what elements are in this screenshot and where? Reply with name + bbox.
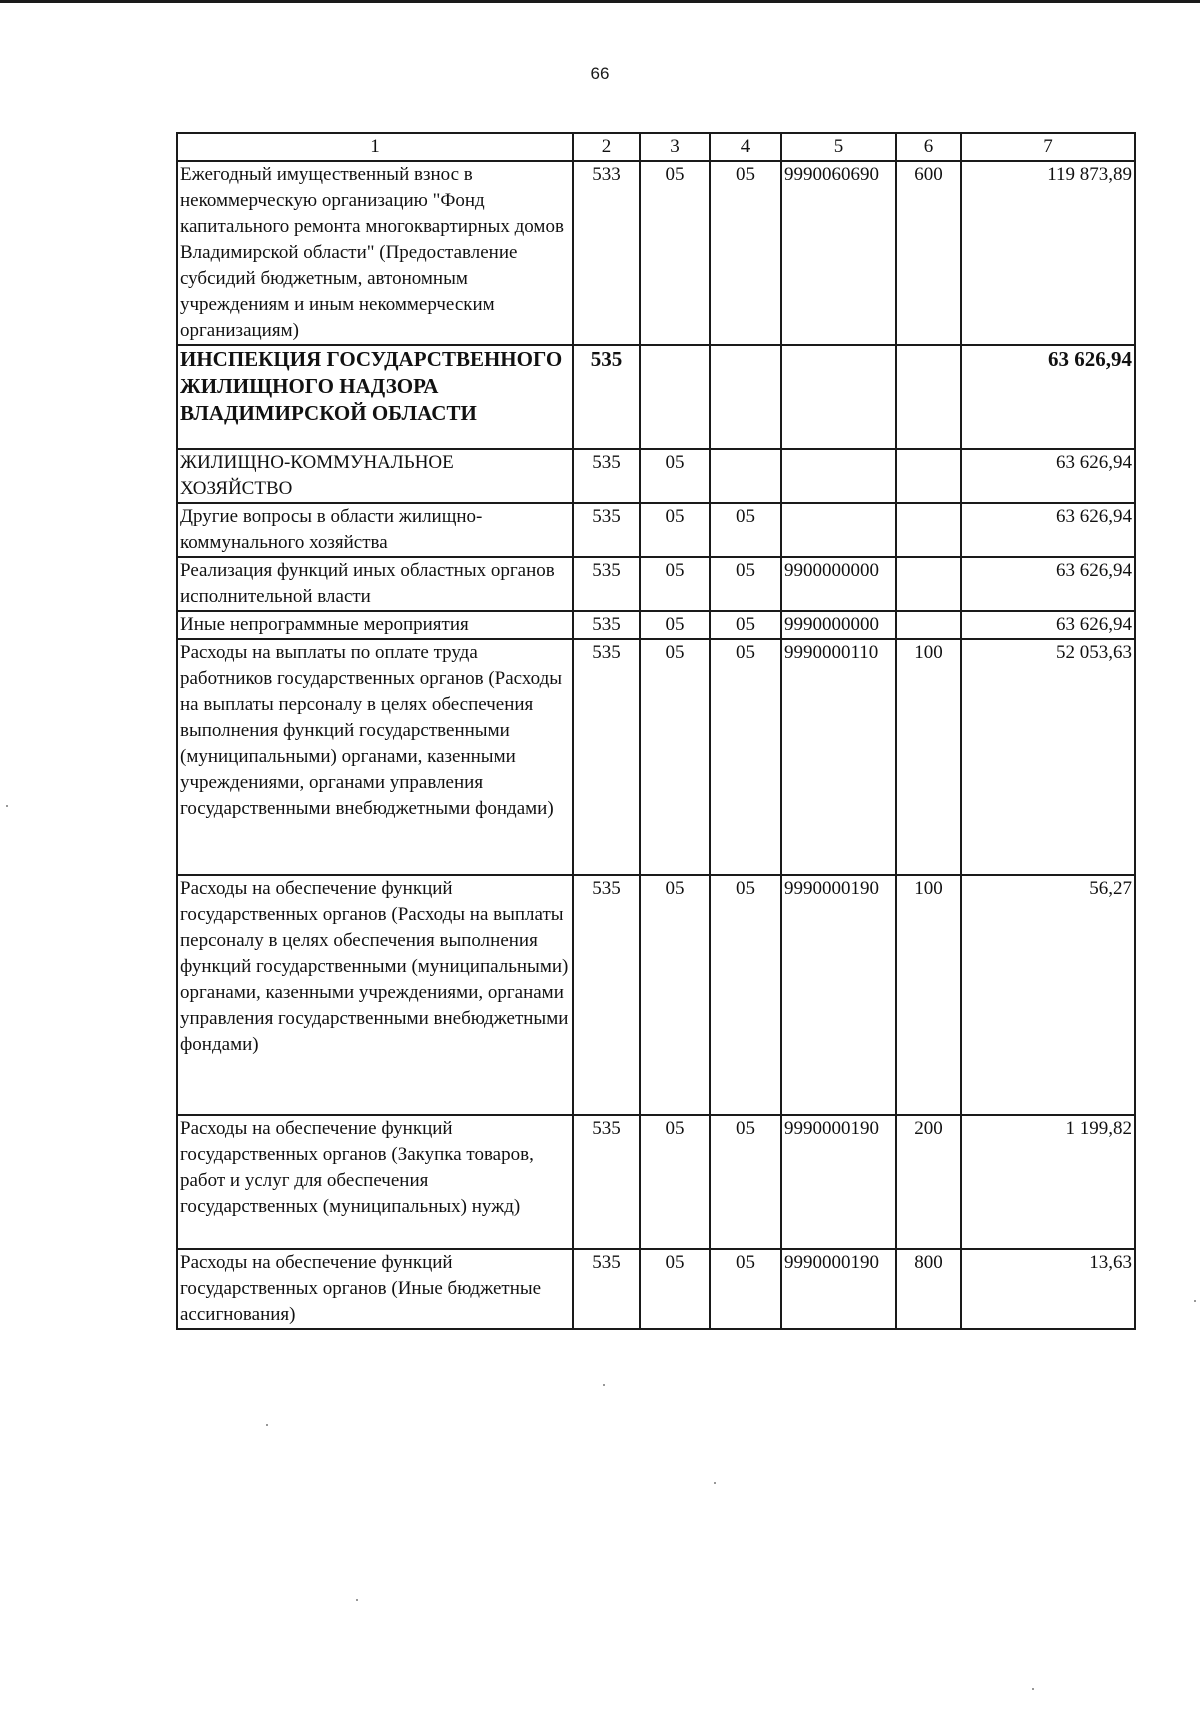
column-header-5: 5 (781, 133, 896, 161)
page-number: 66 (590, 64, 610, 83)
row-col6-cell: 800 (896, 1249, 961, 1329)
scan-speck (1194, 1300, 1196, 1302)
row-col6-cell (896, 611, 961, 639)
row-name-cell: Расходы на выплаты по оплате труда работников государственных органов (Расходы на выплаты персоналу в целях обеспечения выполнения функций государственными (муниципальными) органами, казенными учреждениями, органами управления государственными внебюджетными фондами) (177, 639, 573, 875)
table-row (177, 1115, 1135, 1249)
row-col6-cell (896, 345, 961, 449)
row-name-cell: Расходы на обеспечение функций государственных органов (Иные бюджетные ассигнования) (177, 1249, 573, 1329)
row-name-cell: Иные непрограммные мероприятия (177, 611, 573, 639)
row-col6-cell: 100 (896, 875, 961, 1115)
row-col5-cell: 9990000110 (781, 639, 896, 875)
row-amount-cell: 63 626,94 (961, 557, 1135, 611)
row-col3-cell: 05 (640, 875, 710, 1115)
row-col2-cell: 535 (573, 611, 640, 639)
row-col4-cell (710, 345, 781, 449)
row-amount-cell: 63 626,94 (961, 503, 1135, 557)
row-name-cell: ИНСПЕКЦИЯ ГОСУДАРСТВЕННОГО ЖИЛИЩНОГО НАДЗОРА ВЛАДИМИРСКОЙ ОБЛАСТИ (177, 345, 573, 449)
row-amount-cell: 63 626,94 (961, 345, 1135, 449)
row-col5-cell: 9990000190 (781, 1249, 896, 1329)
row-col6-cell: 200 (896, 1115, 961, 1249)
table-row (177, 345, 1135, 449)
column-header-2: 2 (573, 133, 640, 161)
row-col2-cell: 535 (573, 1249, 640, 1329)
row-col3-cell: 05 (640, 1115, 710, 1249)
row-col4-cell: 05 (710, 161, 781, 345)
scan-speck (1032, 1688, 1034, 1690)
table-row (177, 449, 1135, 503)
row-col5-cell: 9990060690 (781, 161, 896, 345)
row-col4-cell: 05 (710, 557, 781, 611)
row-name-cell: Ежегодный имущественный взнос в некоммерческую организацию "Фонд капитального ремонта многоквартирных домов Владимирской области" (Предоставление субсидий бюджетным, автономным учреждениям и иным некоммерческим организациям) (177, 161, 573, 345)
table-row (177, 503, 1135, 557)
row-name-cell: Расходы на обеспечение функций государственных органов (Закупка товаров, работ и услуг для обеспечения государственных (муниципальных) нужд) (177, 1115, 573, 1249)
row-col4-cell: 05 (710, 611, 781, 639)
row-col3-cell: 05 (640, 161, 710, 345)
row-col5-cell (781, 503, 896, 557)
row-col4-cell: 05 (710, 875, 781, 1115)
scan-speck (603, 1384, 605, 1386)
row-col4-cell: 05 (710, 639, 781, 875)
table-row (177, 611, 1135, 639)
row-col2-cell: 535 (573, 503, 640, 557)
row-col4-cell: 05 (710, 1249, 781, 1329)
column-number-header-row (177, 133, 1135, 161)
table-row (177, 161, 1135, 345)
row-col2-cell: 535 (573, 875, 640, 1115)
row-col5-cell: 9990000190 (781, 875, 896, 1115)
row-amount-cell: 119 873,89 (961, 161, 1135, 345)
row-col5-cell: 9900000000 (781, 557, 896, 611)
row-amount-cell: 52 053,63 (961, 639, 1135, 875)
budget-table (176, 132, 1136, 1330)
row-amount-cell: 63 626,94 (961, 449, 1135, 503)
scan-speck (266, 1424, 268, 1426)
row-col4-cell: 05 (710, 503, 781, 557)
row-col6-cell: 600 (896, 161, 961, 345)
row-col5-cell (781, 449, 896, 503)
column-header-1: 1 (177, 133, 573, 161)
row-name-cell: ЖИЛИЩНО-КОММУНАЛЬНОЕ ХОЗЯЙСТВО (177, 449, 573, 503)
row-name-cell: Расходы на обеспечение функций государственных органов (Расходы на выплаты персоналу в целях обеспечения выполнения функций государственными (муниципальными) органами, казенными учреждениями, органами управления государственными внебюджетными фондами) (177, 875, 573, 1115)
row-col4-cell (710, 449, 781, 503)
row-col2-cell: 535 (573, 345, 640, 449)
column-header-6: 6 (896, 133, 961, 161)
table-row (177, 639, 1135, 875)
row-col4-cell: 05 (710, 1115, 781, 1249)
row-col2-cell: 535 (573, 639, 640, 875)
table-row (177, 875, 1135, 1115)
row-amount-cell: 56,27 (961, 875, 1135, 1115)
row-name-cell: Другие вопросы в области жилищно-коммунального хозяйства (177, 503, 573, 557)
column-header-7: 7 (961, 133, 1135, 161)
row-col3-cell (640, 345, 710, 449)
row-name-cell: Реализация функций иных областных органов исполнительной власти (177, 557, 573, 611)
row-col5-cell: 9990000000 (781, 611, 896, 639)
column-header-4: 4 (710, 133, 781, 161)
row-col3-cell: 05 (640, 1249, 710, 1329)
row-col2-cell: 535 (573, 557, 640, 611)
scan-speck (356, 1599, 358, 1601)
row-amount-cell: 1 199,82 (961, 1115, 1135, 1249)
table-row (177, 557, 1135, 611)
column-header-3: 3 (640, 133, 710, 161)
row-col3-cell: 05 (640, 449, 710, 503)
scan-speck (714, 1482, 716, 1484)
row-col5-cell: 9990000190 (781, 1115, 896, 1249)
row-col6-cell (896, 557, 961, 611)
scan-top-edge (0, 0, 1200, 3)
scan-speck (6, 805, 8, 807)
row-amount-cell: 13,63 (961, 1249, 1135, 1329)
row-amount-cell: 63 626,94 (961, 611, 1135, 639)
row-col6-cell (896, 449, 961, 503)
row-col3-cell: 05 (640, 503, 710, 557)
row-col5-cell (781, 345, 896, 449)
row-col3-cell: 05 (640, 639, 710, 875)
row-col2-cell: 535 (573, 449, 640, 503)
row-col2-cell: 533 (573, 161, 640, 345)
row-col3-cell: 05 (640, 611, 710, 639)
row-col2-cell: 535 (573, 1115, 640, 1249)
table-row (177, 1249, 1135, 1329)
row-col6-cell: 100 (896, 639, 961, 875)
row-col3-cell: 05 (640, 557, 710, 611)
row-col6-cell (896, 503, 961, 557)
